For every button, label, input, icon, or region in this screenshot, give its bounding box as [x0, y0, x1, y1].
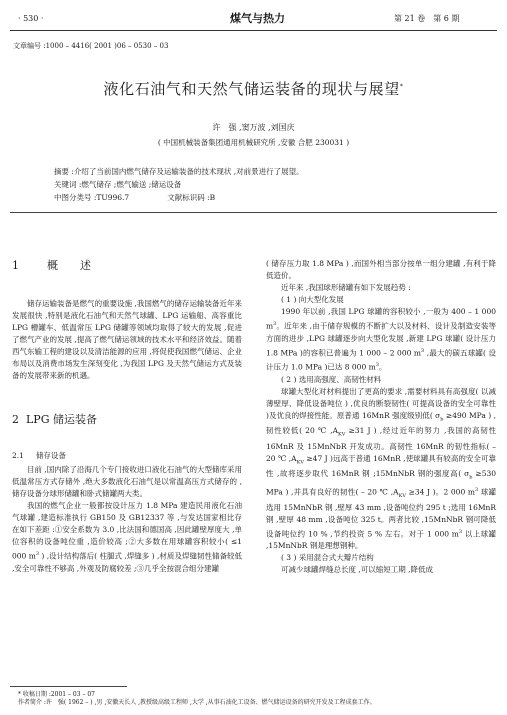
subsection-2-1-title: 储存设备 — [35, 451, 66, 460]
cubic-superscript: 3 — [474, 486, 479, 493]
classification-row — [54, 191, 474, 204]
affiliation: ( 中国机械装备集团通用机械研究所 ,安徽 合肥 230031 ) — [157, 138, 350, 147]
trend-2-heading: ( 2 ) 选用高强度、高韧性材料 — [281, 374, 382, 384]
received-date: * 收稿日期 :2001 – 03 – 07 — [18, 691, 96, 698]
journal-name: 煤气与热力 — [230, 12, 285, 25]
trend-1-text-b: 。近年来 ,由于储存规模的不断扩大以及材料、设计及制造安装等方面的进步 ,LPG 球罐逐步向大型化发展 ,新建 LPG 球罐( 设计压力 1.8 MPa )的容积已普遍为 1 000 – 2 000 m — [266, 321, 496, 357]
abstract-block — [54, 165, 474, 204]
trend-2-text-j: 以上球罐 ,15MnNbR 钢是理想钢种。 — [266, 529, 496, 550]
subsection-2-1-heading — [12, 450, 242, 462]
trend-2-text-i: 球罐选用 15MnNbR 钢 ,壁厚 43 mm ,设备吨位约 295 t ;选用 16MnR 钢 ,壁厚 48 mm ,设备吨位 325 t。两者比较 ,15MnNbR 钢可降低设备吨位约 10 % ,节约投资 5 % 左右。对于 1 000 m — [266, 487, 496, 538]
footnote-rule — [10, 686, 127, 687]
trend-2-text-g: ≥530 MPa ) ,并具有良好的韧性( – 20 ℃ ,A — [266, 469, 497, 496]
article-title — [0, 78, 507, 99]
akv-subscript: KV — [338, 431, 346, 438]
article-number: 文章编号 :1000 – 4416( 2001 )06 – 0530 – 03 — [13, 42, 169, 50]
clc-number: 中图分类号 :TU996.7 — [54, 193, 130, 202]
section-1-title: 概 述 — [47, 259, 91, 272]
section-2-number: 2 — [12, 413, 19, 426]
section-2-heading — [12, 414, 242, 426]
akv-subscript: KV — [398, 492, 406, 499]
trend-1-paragraph — [266, 306, 496, 374]
abstract-rule — [10, 212, 497, 213]
keywords: 关键词 :燃气储存 ;燃气输送 ;储运设备 — [54, 180, 182, 189]
trend-1-heading: ( 1 ) 向大型化发展 — [281, 295, 344, 304]
trend-2-text-e: ≥31 J ) ,经过近年的努力 ,我国的高韧性 16MnR 及 15MnNbR 开发成功。高韧性 16MnR 的韧性指标( – 20 ℃ ,A — [266, 426, 496, 463]
cubic-superscript: 3 — [375, 362, 379, 368]
sigma-subscript: b — [440, 416, 444, 422]
trend-1-text-a: 1990 年以前 ,我国 LPG 球罐的容积较小 ,一般为 400 – 1 000 m — [266, 307, 496, 331]
abstract-summary: 摘要 :介绍了当前国内燃气储存及运输装备的技术现状 ,对前景进行了展望。 — [54, 167, 304, 176]
left-column — [12, 260, 242, 575]
trend-2-text-c: ≥490 MPa ) ,韧性较低( 20 ℃ ,A — [266, 410, 496, 435]
trend-2-paragraph — [266, 386, 496, 553]
trend-2-text-a: 球罐大型化对材料提出了更高的要求 ,需要材料具有高强度( 以减薄壁厚、降低设备吨位 ) ,优良的断裂韧性( 可提高设备的安全可靠性 )及优良的焊接性能。原普通 16MnR 强度级别低( σ — [266, 386, 496, 420]
section-1-number: 1 — [12, 259, 19, 272]
trend-3-paragraph: 可减少球罐焊缝总长度 ,可以缩短工期 ,降低成 — [281, 565, 434, 574]
footnote — [18, 691, 498, 707]
sphere-tank-text-a: 我国的燃气企业一般都按设计压力 1.8 MPa 建造民用液化石油气球罐 ,建造标准执行 GB150 及 GB12337 等 ,与发达国家相比存在如下差距 :①安全系数为 3.0 ,比法国和德国高 ,因此罐壁厚度大 ,单位容积的设备吨位重 ,造价较高 ;②大多数在用球罐容积较小( ≤1 000 m — [12, 501, 242, 561]
title-text: 液化石油气和天然气储运装备的现状与展望 — [103, 80, 400, 98]
cubic-superscript: 3 — [458, 528, 463, 535]
overview-paragraph: 储存运输装备是燃气的重要设施 ,我国燃气的储存运输装备近年来发展很快 ,特别是液化石油气和天然气球罐、LPG 运输船、高容重比 LPG 槽罐车、低温常压 LPG 储罐等领域均取得了较大的发展 ,促进了燃气产业的发展 ,提高了燃气储运领域的技术水平和经济效益。随着西气东输工程的建设以及清洁能源的应用 ,将促使我国燃气储运、企业布局以及消费市场发生深刻变化 ,为我国 LPG 及天然气储运方式及装备的发展带来新的机遇。 — [12, 299, 242, 380]
document-code: 文献标识码 :B — [167, 193, 216, 202]
header-rule — [10, 30, 497, 31]
subsection-2-1-number: 2.1 — [12, 451, 24, 460]
storage-paragraph: 目前 ,国内除了沿海几个专门接收进口液化石油气的大型储库采用低温常压方式存储外 ,绝大多数液化石油气是以常温高压方式储存的 ,储存设备分球形储罐和卧式储罐两大类。 — [12, 465, 242, 498]
title-footnote-mark: * — [399, 83, 404, 90]
sphere-tank-text-b: ) ,设计结构落后( 柱腿式 ,焊缝多 ) ,材质及焊缝韧性储备较低 ,安全可靠性不够高 ,外观及防腐较差 ;③几乎全按混合组分建罐 — [12, 551, 243, 573]
section-2-title: LPG 储运装备 — [26, 413, 97, 426]
sigma-subscript: b — [469, 474, 473, 481]
trend-3-heading: ( 3 ) 采用混合式大瓣片结构 — [281, 553, 374, 562]
cubic-superscript: 3 — [35, 551, 40, 557]
right-paragraph-1: ( 储存压力取 1.8 MPa ) ,而国外相当部分按单一组分建罐 ,有利于降低造价。 — [266, 259, 496, 280]
trend-1-text-c: ,最大的碳五球罐( 设计压力 1.0 MPa )已达 8 000 m — [266, 348, 497, 372]
right-column — [266, 258, 496, 576]
sphere-tank-paragraph — [12, 500, 242, 575]
page-number: · 530 · — [18, 14, 44, 23]
cubic-superscript: 3 — [421, 347, 425, 354]
authors: 许 强 ,窦万波 ,刘国庆 — [212, 123, 295, 132]
author-bio: 作者简介 :许 强( 1962 – ) ,男 ,安徽天长人 ,教授级高级工程师 ,大学 ,从事石油化工设备、燃气储运设备的研究开发及工程成套工作。 — [18, 699, 376, 706]
section-1-heading — [12, 260, 242, 272]
trend-2-text-f: ≥47 J )远高于普通 16MnR ,使球罐具有较高的安全可靠性 ,故将逐步取代 16MnR 钢 ;15MnNbR 钢的强度高( σ — [266, 453, 496, 478]
cubic-superscript: 3 — [273, 321, 277, 327]
volume-issue: 第 21 卷 第 6 期 — [394, 14, 460, 23]
trend-1-text-d: 。 — [378, 362, 387, 372]
trend-2-text-h: ≥34 J )。2 000 m — [405, 487, 475, 496]
akv-subscript: KV — [296, 459, 304, 465]
trend-intro: 近年来 ,我国球形储罐有如下发展趋势 : — [281, 283, 411, 292]
